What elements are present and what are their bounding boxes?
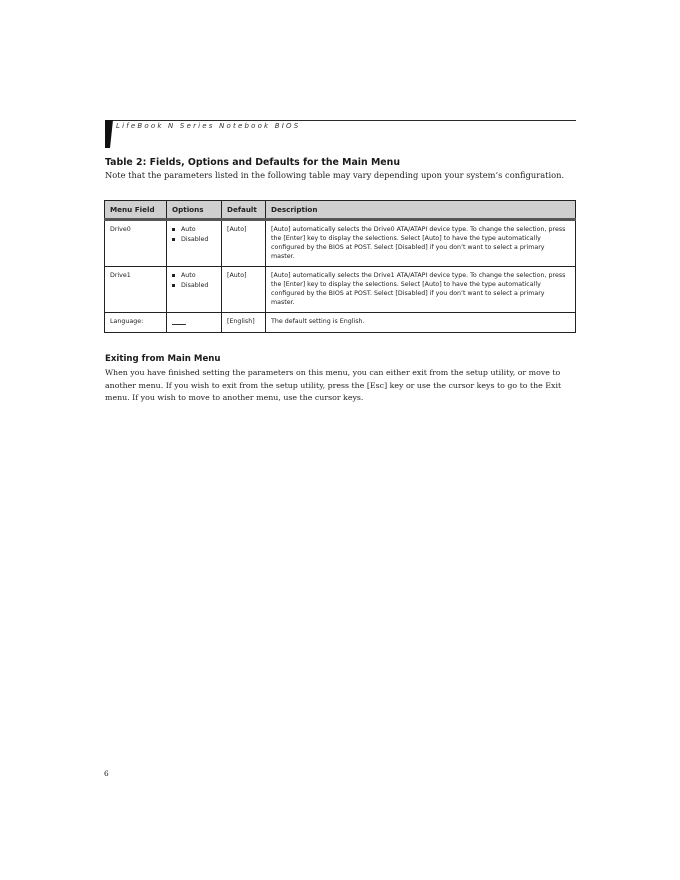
page-number: 6 xyxy=(104,769,109,778)
square-bullet-icon xyxy=(172,284,175,287)
default-cell: [Auto] xyxy=(222,267,266,313)
blank-line xyxy=(172,317,186,325)
options-cell xyxy=(167,313,222,333)
default-cell: [Auto] xyxy=(222,220,266,267)
running-header: LifeBook N Series Notebook BIOS xyxy=(116,122,301,130)
table-row-language xyxy=(105,313,576,333)
table-header-row xyxy=(105,201,576,220)
section-heading: Exiting from Main Menu xyxy=(105,354,221,364)
option-item: Auto xyxy=(172,225,216,235)
options-cell xyxy=(167,267,222,313)
square-bullet-icon xyxy=(172,228,175,231)
column-header-default: Default xyxy=(222,201,266,220)
menu-field-cell: Language: xyxy=(105,313,167,333)
square-bullet-icon xyxy=(172,274,175,277)
description-cell: [Auto] automatically selects the Drive0 ATA/ATAPI device type. To change the selection, press the [Enter] key to display the selections. Select [Auto] to have the type automatically configured by the BIOS at POST. Select [Disabled] if you don’t want to select a primary master. xyxy=(266,220,576,267)
default-cell: [English] xyxy=(222,313,266,333)
option-item: Disabled xyxy=(172,235,216,245)
menu-field-cell: Drive0 xyxy=(105,220,167,267)
table-caption: Table 2: Fields, Options and Defaults for the Main Menu xyxy=(105,157,400,168)
header-rule xyxy=(105,120,576,121)
table-note: Note that the parameters listed in the following table may vary depending upon your system’s configuration. xyxy=(105,170,565,180)
table-row-drive1 xyxy=(105,267,576,313)
column-header-menu-field: Menu Field xyxy=(105,201,167,220)
section-body: When you have finished setting the parameters on this menu, you can either exit from the setup utility, or move to another menu. If you wish to exit from the setup utility, press the [Esc] key or use the cursor keys to go to the Exit menu. If you wish to move to another menu, use the cursor keys. xyxy=(105,368,562,403)
description-cell: [Auto] automatically selects the Drive1 ATA/ATAPI device type. To change the selection, press the [Enter] key to display the selections. Select [Auto] to have the type automatically configured by the BIOS at POST. Select [Disabled] if you don’t want to select a primary master. xyxy=(266,267,576,313)
header-corner-marker xyxy=(105,120,113,148)
options-cell xyxy=(167,220,222,267)
square-bullet-icon xyxy=(172,238,175,241)
column-header-options: Options xyxy=(167,201,222,220)
menu-field-cell: Drive1 xyxy=(105,267,167,313)
option-item: Disabled xyxy=(172,281,216,291)
option-item: Auto xyxy=(172,271,216,281)
column-header-description: Description xyxy=(266,201,576,220)
description-cell: The default setting is English. xyxy=(266,313,576,333)
main-menu-table xyxy=(104,200,576,333)
table-row-drive0 xyxy=(105,220,576,267)
